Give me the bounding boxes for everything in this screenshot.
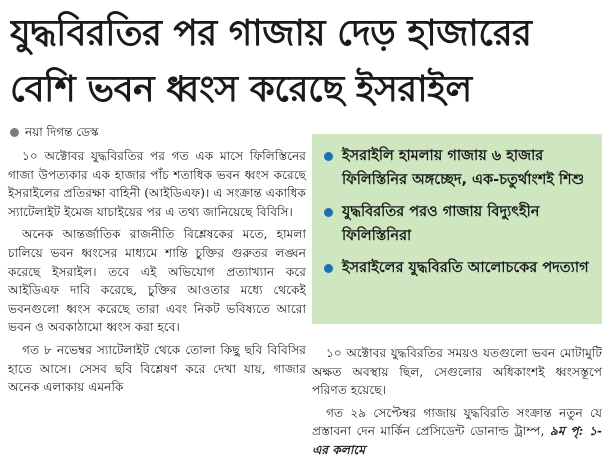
right-paragraph-1: ১০ অক্টোবর যুদ্ধবিরতির সময়ও যতগুলো ভবন মোটামুটি অক্ষত অবস্থায় ছিল, সেগুলোর অধিকাংশই ধ্বংসস্তূপে পরিণত হয়েছে।: [312, 346, 602, 398]
headline-line-1: যুদ্ধবিরতির পর গাজায় দেড় হাজারের: [10, 13, 532, 54]
highlight-item[interactable]: [324, 200, 592, 248]
bullet-icon: [324, 264, 333, 273]
continuation-link[interactable]: ৯ম পৃ: ১-এর কলামে: [312, 424, 602, 457]
headline: [10, 6, 604, 118]
right-column: [312, 344, 602, 464]
left-paragraph-2: অনেক আন্তর্জাতিক রাজনীতি বিশ্লেষকের মতে, হামলা চালিয়ে ভবন ধ্বংসের মাধ্যমে শান্তি চুক্তির গুরুতর লঙ্ঘন করেছে ইসরাইল। তবে এই অভিযোগ প্রত্যাখ্যান করে আইডিএফ দাবি করেছে, চুক্তির আওতার মধ্যে থেকেই ভবনগুলো ধ্বংস করেছে তারা এবং নিকট ভবিষ্যতে আরো ভবন ও অবকাঠামো ধ্বংস করা হবে।: [8, 227, 306, 335]
headline-line-2: বেশি ভবন ধ্বংস করেছে ইসরাইল: [10, 69, 472, 110]
highlight-text: যুদ্ধবিরতির পরও গাজায় বিদ্যুৎহীন ফিলিস্তিনিরা: [342, 204, 540, 244]
highlight-text: ইসরাইলের যুদ্ধবিরতি আলোচকের পদত্যাগ: [342, 260, 589, 276]
left-column: [8, 147, 306, 401]
byline: [10, 122, 99, 142]
highlight-item[interactable]: [324, 144, 592, 192]
left-paragraph-3: গত ৮ নভেম্বর স্যাটেলাইট থেকে তোলা কিছু ছবি বিবিসির হাতে আসে। সেসব ছবি বিশ্লেষণ করে দেখা যায়, গাজার অনেক এলাকায় এমনকি: [8, 342, 306, 395]
highlight-item[interactable]: [324, 256, 592, 280]
highlights-box: [312, 134, 602, 324]
right-paragraph-2-text: গত ২৯ সেপ্টেম্বর গাজায় যুদ্ধবিরতি সংক্রান্ত নতুন যে প্রস্তাবনা দেন মার্কিন প্রেসিডেন্ট ডোনাল্ড ট্রাম্প,: [312, 405, 602, 439]
byline-bullet-icon: [10, 128, 19, 137]
bullet-icon: [324, 152, 333, 161]
bullet-icon: [324, 208, 333, 217]
left-paragraph-1: ১০ অক্টোবর যুদ্ধবিরতির পর গত এক মাসে ফিলিস্তিনের গাজা উপত্যকার এক হাজার পাঁচ শতাধিক ভবন ধ্বংস করেছে ইসরাইলের প্রতিরক্ষা বাহিনী (আইডিএফ)। এ সংক্রান্ত একাধিক স্যাটেলাইট ইমেজ যাচাইয়ের পর এ তথ্য জানিয়েছে বিবিসি।: [8, 149, 306, 219]
byline-text: নয়া দিগন্ত ডেস্ক: [25, 125, 99, 139]
right-paragraph-2: [312, 404, 602, 460]
highlight-text: ইসরাইলি হামলায় গাজায় ৬ হাজার ফিলিস্তিনির অঙ্গচ্ছেদ, এক-চতুর্থাংশই শিশু: [342, 148, 585, 188]
